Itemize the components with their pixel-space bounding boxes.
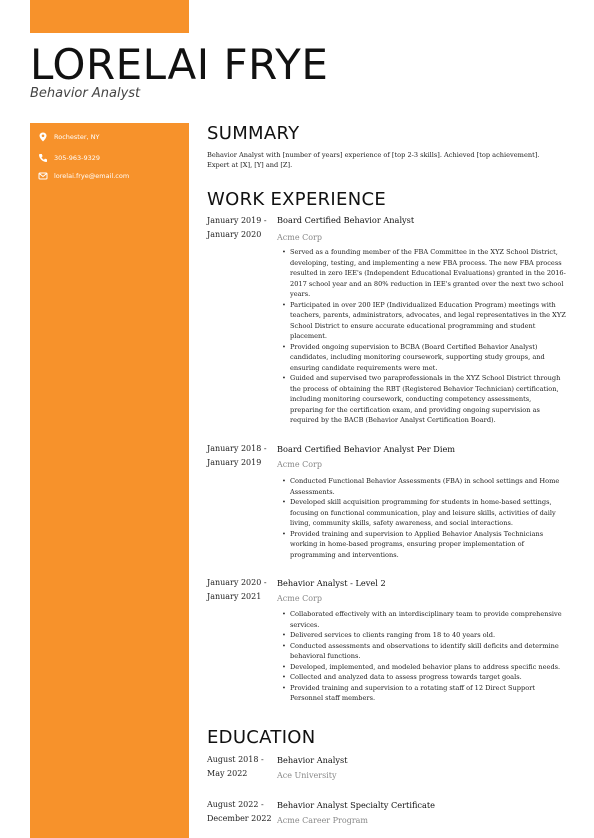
job-1-company: Acme Corp	[277, 233, 323, 242]
job-2-company: Acme Corp	[277, 460, 323, 469]
education-heading: EDUCATION	[207, 727, 316, 748]
job-3-bullets	[290, 609, 566, 704]
contact-phone	[38, 153, 188, 163]
list-item: • Developed skill acquisition programming for students in home-based settings, focusing on functional communication, play and leisure skills, activities of daily living, community skills, safety awareness, and social interactions.	[290, 497, 566, 529]
location-pin-icon	[38, 132, 48, 142]
list-item: • Served as a founding member of the FBA Committee in the XYZ School District, developing, testing, and implementing a new FBA process. The new FBA process resulted in zero IEE's (Independent Educational Evaluations) granted in the 2016-2017 school year and an 80% reduction in IEE's granted over the next two school years.	[290, 247, 566, 300]
list-item: • Delivered services to clients ranging from 18 to 40 years old.	[290, 630, 566, 641]
email-text[interactable]: lorelai.frye@email.com	[54, 172, 130, 180]
list-item: • Participated in over 200 IEP (Individualized Education Program) meetings with teachers, parents, administrators, advocates, and legal representatives in the XYZ School District to ensure accurate educational programming and student placement.	[290, 300, 566, 342]
list-item: • Collaborated effectively with an interdisciplinary team to provide comprehensive services.	[290, 609, 566, 630]
list-item: • Developed, implemented, and modeled behavior plans to address specific needs.	[290, 662, 566, 673]
job-3-date: January 2020 - January 2021	[207, 578, 267, 601]
contact-location	[38, 132, 188, 142]
job-3-title: Behavior Analyst - Level 2	[277, 578, 386, 588]
candidate-role: Behavior Analyst	[30, 86, 141, 101]
accent-bar-top	[30, 0, 189, 33]
candidate-name: LORELAI FRYE	[30, 40, 329, 89]
location-text: Rochester, NY	[54, 133, 100, 141]
phone-text: 305-963-9329	[54, 154, 101, 162]
job-2-date: January 2018 - January 2019	[207, 444, 267, 467]
list-item: • Conducted Functional Behavior Assessments (FBA) in school settings and Home Assessments.	[290, 476, 566, 497]
job-2-bullets	[290, 476, 566, 560]
job-2-title: Board Certified Behavior Analyst Per Diem	[277, 444, 456, 454]
contact-sidebar	[30, 123, 189, 838]
education-2-school: Acme Career Program	[277, 816, 368, 825]
work-experience-heading: WORK EXPERIENCE	[207, 189, 387, 210]
phone-icon	[38, 153, 48, 163]
summary-heading: SUMMARY	[207, 123, 300, 144]
list-item: • Provided training and supervision to Applied Behavior Analysis Technicians working in home-based programs, ensuring proper implementation of programming and interventions.	[290, 529, 566, 561]
job-1-bullets	[290, 247, 566, 426]
contact-email[interactable]	[38, 171, 188, 181]
job-1-title: Board Certified Behavior Analyst	[277, 215, 415, 225]
education-1-school: Ace University	[277, 771, 337, 780]
list-item: • Provided training and supervision to a rotating staff of 12 Direct Support Personnel staff members.	[290, 683, 566, 704]
summary-text: Behavior Analyst with [number of years] experience of [top 2-3 skills]. Achieved [top achievement]. Expert at [X], [Y] and [Z].	[207, 151, 540, 169]
education-1-degree: Behavior Analyst	[277, 755, 348, 765]
job-1-date: January 2019 - January 2020	[207, 216, 267, 239]
list-item: • Conducted assessments and observations to identify skill deficits and determine behavioral functions.	[290, 641, 566, 662]
email-icon	[38, 171, 48, 181]
job-3-company: Acme Corp	[277, 594, 323, 603]
education-2-degree: Behavior Analyst Specialty Certificate	[277, 800, 436, 810]
education-2-date: August 2022 - December 2022	[207, 800, 272, 823]
list-item: • Collected and analyzed data to assess progress towards target goals.	[290, 672, 566, 683]
education-1-date: August 2018 - May 2022	[207, 755, 264, 778]
list-item: • Provided ongoing supervision to BCBA (Board Certified Behavior Analyst) candidates, including monitoring coursework, supporting study groups, and ensuring candidate requirements were met.	[290, 342, 566, 374]
list-item: • Guided and supervised two paraprofessionals in the XYZ School District through the process of obtaining the RBT (Registered Behavior Technician) certification, including monitoring coursework, conducting competency assessments, preparing for the certification exam, and providing ongoing supervision as required by the BACB (Behavior Analyst Certification Board).	[290, 373, 566, 426]
